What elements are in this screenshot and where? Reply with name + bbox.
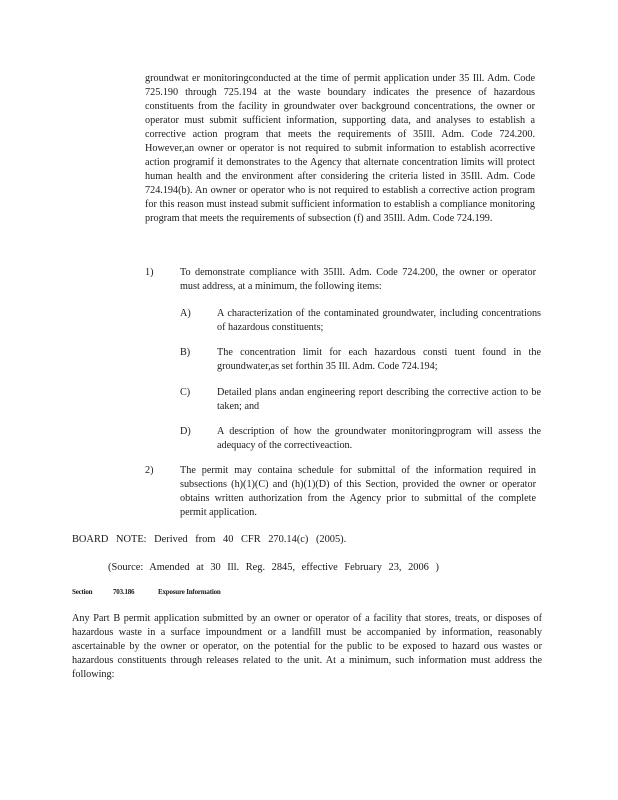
item-2-number: 2) bbox=[145, 465, 154, 476]
section-title: Exposure Information bbox=[158, 588, 221, 596]
section-number: 703.186 bbox=[113, 588, 135, 596]
subitem-d-letter: D) bbox=[180, 426, 191, 437]
item-2-text: The permit may containa schedule for submittal of the information required in subsections (h)(1)(C) and (h)(1)(D) of this Section, provided the owner or operator obtains written authorization from the Agency prior to submittal of the complete permit application. bbox=[180, 465, 536, 518]
subitem-b-letter: B) bbox=[180, 347, 191, 358]
item-1-text: To demonstrate compliance with 35Ill. Adm. Code 724.200, the owner or operator must address, at a minimum, the following items: bbox=[180, 267, 536, 292]
section-label: Section bbox=[72, 588, 93, 596]
item-1-number: 1) bbox=[145, 267, 154, 278]
subitem-a-letter: A) bbox=[180, 308, 191, 319]
intro-paragraph: groundwat er monitoringconducted at the time of permit application under 35 Ill. Adm. Code 725.190 through 725.194 at the waste boundary indicates the presence of hazardous constituents from the facility in groundwater over background concentrations, the owner or operator must submit sufficient information, supporting data, and analyses to establish a corrective action program that meets the requirements of 35Ill. Adm. Code 724.200. However,an owner or operator is not required to submit information to establish acorrective action programif it demonstrates to the Agency that alternate concentration limits will protect human health and the environment after considering the criteria listed in 35Ill. Adm. Code 724.194(b). An owner or operator who is not required to establish a corrective action program for this reason must instead submit sufficient information to establish a compliance monitoring program that meets the requirements of subsection (f) and 35Ill. Adm. Code 724.199. bbox=[145, 73, 535, 224]
subitem-c-letter: C) bbox=[180, 387, 191, 398]
exposure-paragraph: Any Part B permit application submitted by an owner or operator of a facility that stores, treats, or disposes of hazardous waste in a surface impoundment or a landfill must be accompanied by information, reasonably ascertainable by the owner or operator, on the potential for the public to be exposed to hazard ous wastes or hazardous constituents through releases related to the unit. At a minimum, such information must address the following: bbox=[72, 613, 542, 680]
subitem-d-text: A description of how the groundwater monitoringprogram will assess the adequacy of the correctiveaction. bbox=[217, 426, 541, 451]
board-note: BOARD NOTE: Derived from 40 CFR 270.14(c) (2005). bbox=[72, 534, 347, 545]
source-note: (Source: Amended at 30 Ill. Reg. 2845, effective February 23, 2006 ) bbox=[108, 562, 439, 573]
subitem-b-text: The concentration limit for each hazardous consti tuent found in the groundwater,as set forthin 35 Ill. Adm. Code 724.194; bbox=[217, 347, 541, 372]
subitem-a-text: A characterization of the contaminated groundwater, including concentrations of hazardous constituents; bbox=[217, 308, 541, 333]
subitem-c-text: Detailed plans andan engineering report describing the corrective action to be taken; and bbox=[217, 387, 541, 412]
